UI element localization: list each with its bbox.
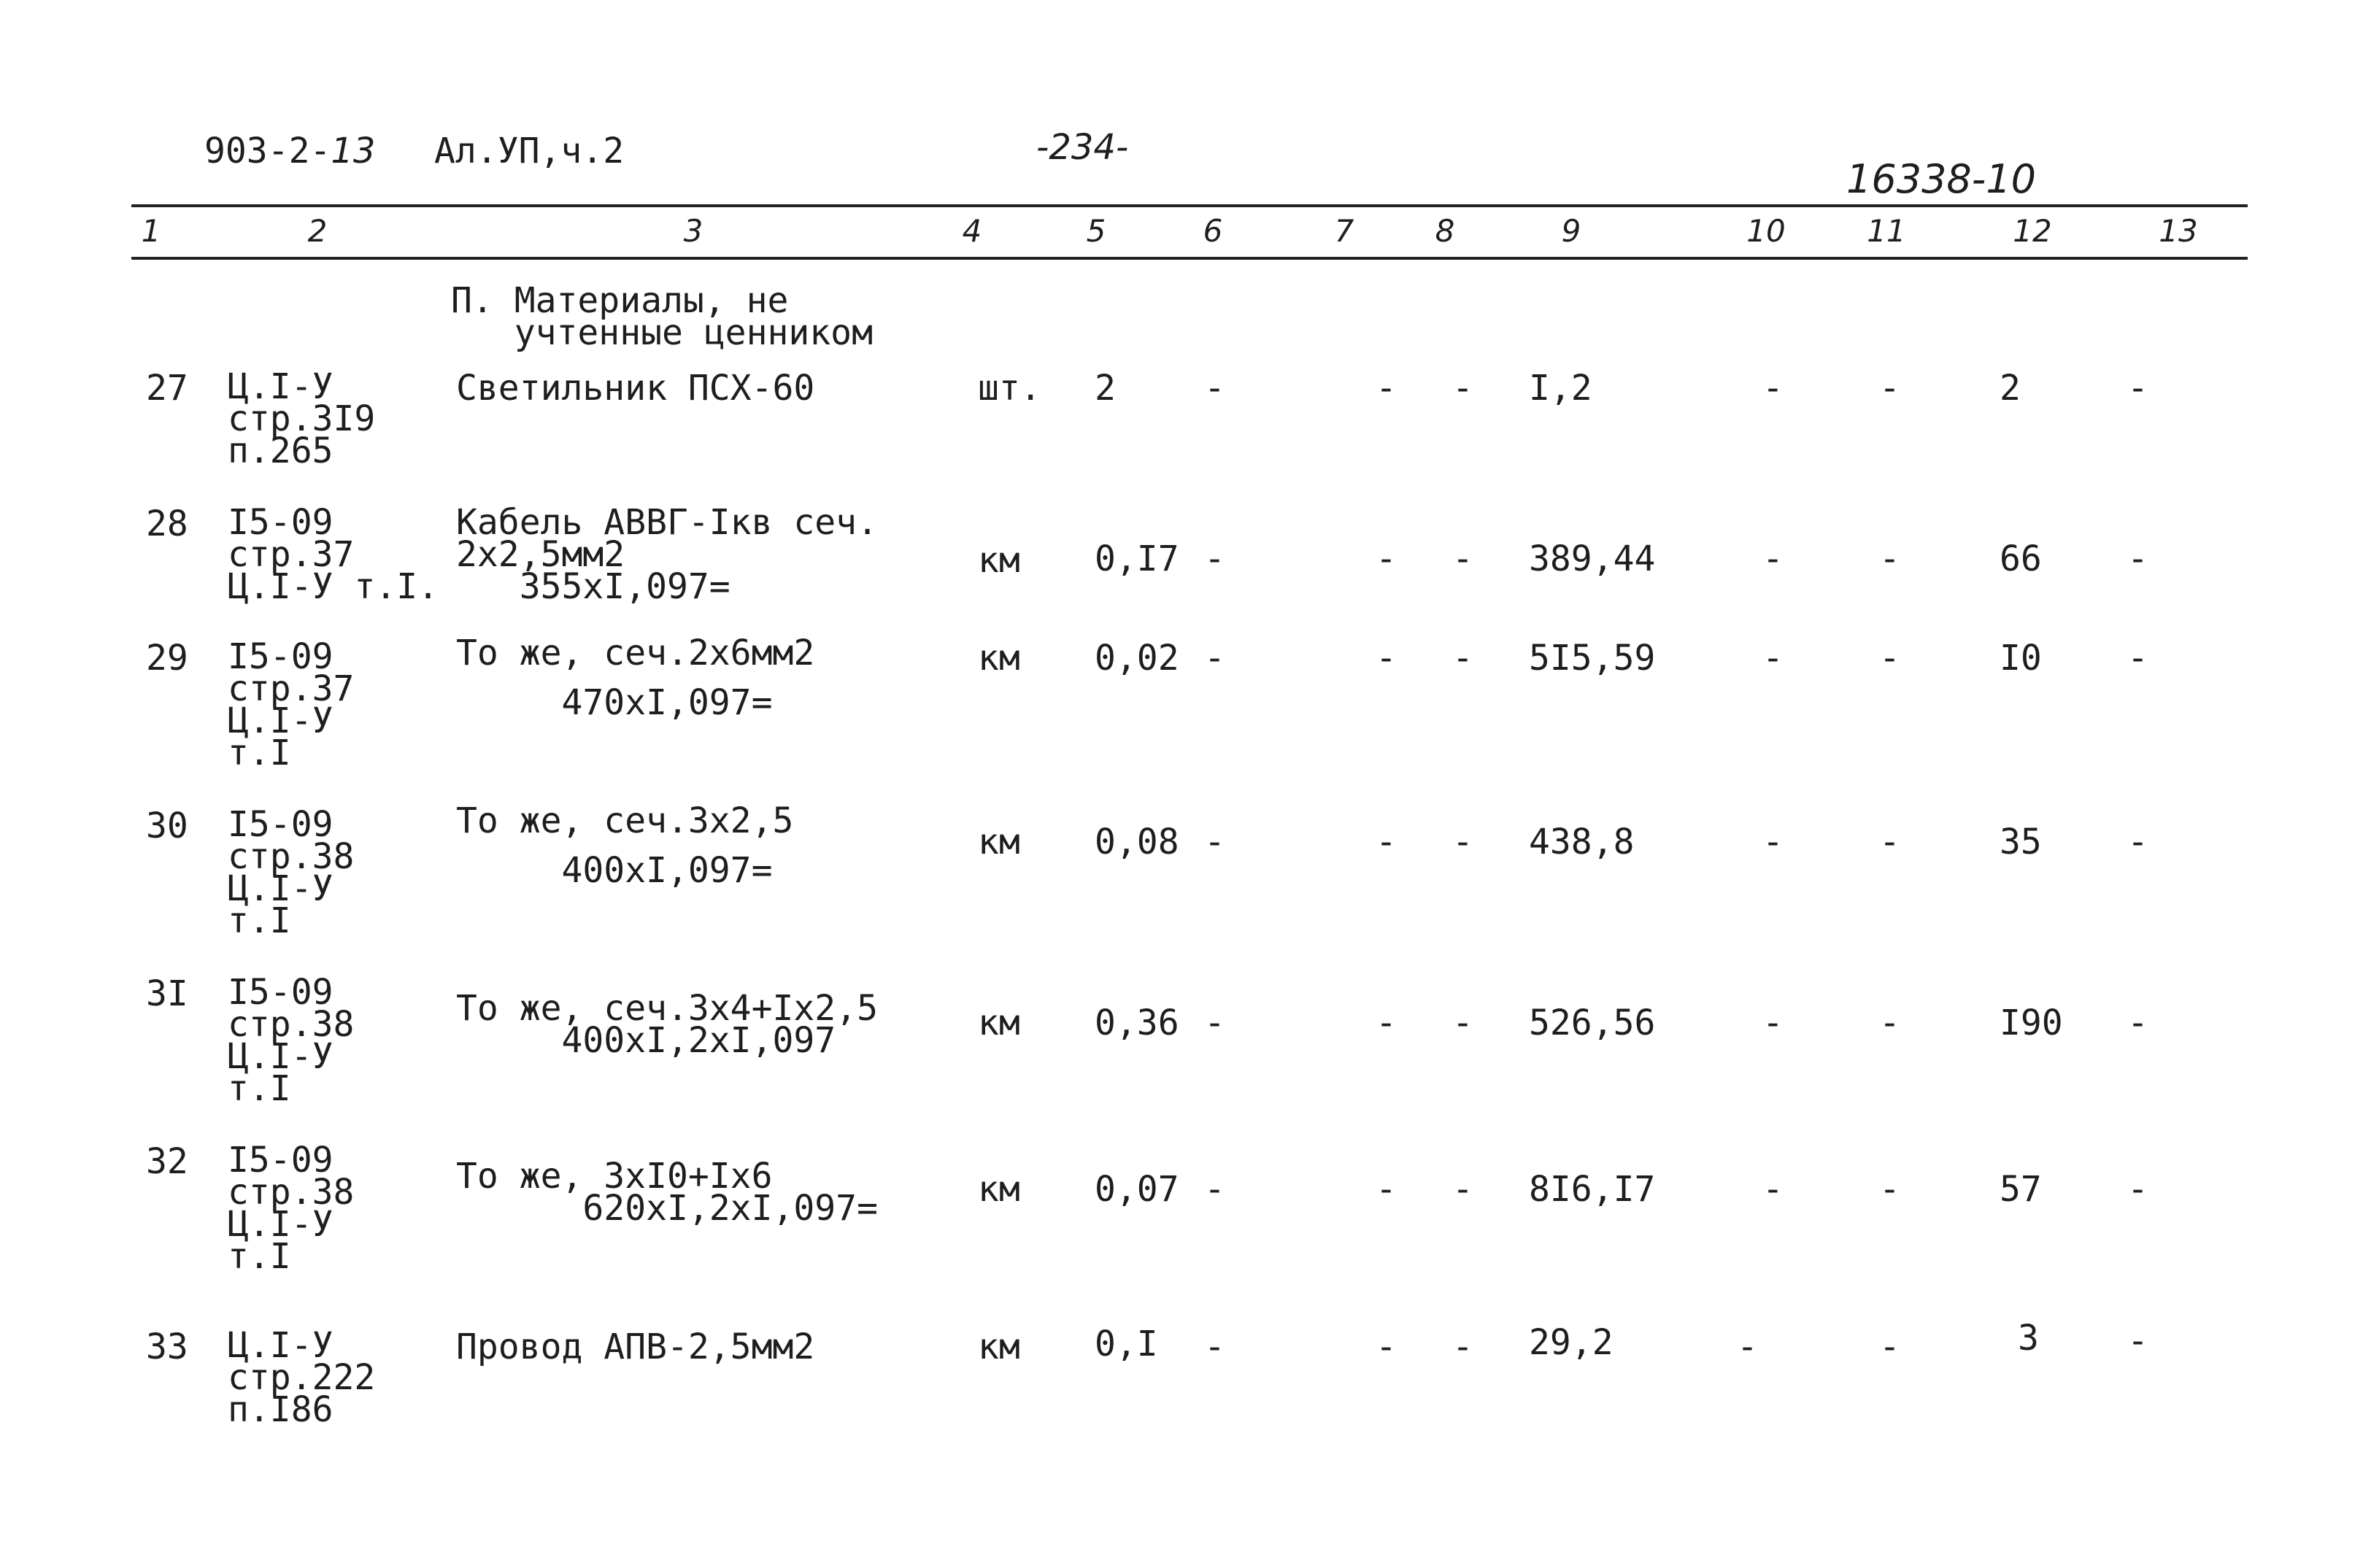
row-unit: шт. — [978, 368, 1041, 409]
row-total: I0 — [2000, 638, 2042, 679]
row-reference: I5-09 стр.37 Ц.I-У т.I — [228, 636, 355, 773]
row-quantity: 0,36 — [1095, 1003, 1179, 1043]
row-total: 3 — [2018, 1318, 2039, 1359]
row-col10: - — [1762, 638, 1784, 679]
row-name: Светильник ПСХ-60 — [456, 368, 815, 409]
row-name: То же, сеч.3х2,5 400хI,097= — [456, 800, 794, 891]
row-col7: - — [1376, 1003, 1397, 1043]
row-quantity: 2 — [1095, 368, 1116, 409]
row-name: То же, сеч.2х6мм2 470хI,097= — [456, 633, 815, 723]
row-number: 27 — [146, 368, 188, 409]
row-col11: - — [1879, 1326, 1900, 1367]
row-unit: км — [978, 638, 1020, 679]
row-price: I,2 — [1529, 368, 1592, 409]
row-col6: - — [1204, 1003, 1225, 1043]
row-col8: - — [1452, 538, 1473, 579]
row-total: 35 — [2000, 822, 2042, 862]
row-reference: Ц.I-У стр.3I9 п.265 — [228, 366, 376, 471]
row-col10: - — [1762, 1169, 1784, 1210]
column-number: 11 — [1867, 213, 1906, 249]
sheet-code: 16338-10 — [1846, 156, 2036, 202]
row-col13: - — [2127, 1169, 2148, 1210]
row-total: 66 — [2000, 538, 2042, 579]
row-price: 438,8 — [1529, 822, 1635, 862]
row-unit: км — [978, 822, 1020, 862]
row-col6: - — [1204, 822, 1225, 862]
row-col7: - — [1376, 368, 1397, 409]
row-number: 32 — [146, 1141, 188, 1182]
row-reference: I5-09 стр.38 Ц.I-У т.I — [228, 804, 355, 941]
row-col8: - — [1452, 1326, 1473, 1367]
row-unit: км — [978, 1169, 1020, 1210]
row-col13: - — [2127, 822, 2148, 862]
column-number: 2 — [307, 213, 328, 249]
row-reference: I5-09 стр.38 Ц.I-У т.I — [228, 972, 355, 1109]
row-col11: - — [1879, 822, 1900, 862]
row-col11: - — [1879, 1169, 1900, 1210]
row-col11: - — [1879, 368, 1900, 409]
column-number: 9 — [1561, 213, 1581, 249]
column-number: 5 — [1086, 213, 1106, 249]
column-number: 10 — [1746, 213, 1786, 249]
header-top-rule — [131, 204, 2248, 207]
row-number: 30 — [146, 806, 188, 846]
column-number: 12 — [2013, 213, 2052, 249]
row-col13: - — [2127, 638, 2148, 679]
doc-code-prefix: 903-2- — [204, 131, 331, 171]
row-total: I90 — [2000, 1003, 2063, 1043]
row-total: 2 — [2000, 368, 2021, 409]
row-number: 29 — [146, 638, 188, 679]
row-total: 57 — [2000, 1169, 2042, 1210]
row-col8: - — [1452, 822, 1473, 862]
row-price: 389,44 — [1529, 538, 1656, 579]
row-number: 28 — [146, 503, 188, 544]
column-number: 1 — [141, 213, 161, 249]
row-col10: - — [1762, 822, 1784, 862]
row-col13: - — [2127, 1321, 2148, 1362]
row-quantity: 0,02 — [1095, 638, 1179, 679]
row-col11: - — [1879, 1003, 1900, 1043]
row-number: 33 — [146, 1326, 188, 1367]
row-col7: - — [1376, 1326, 1397, 1367]
row-name: Провод АПВ-2,5мм2 — [456, 1326, 815, 1367]
row-col6: - — [1204, 538, 1225, 579]
doc-code-suffix: 13 — [331, 131, 376, 171]
row-unit: км — [978, 540, 1020, 581]
row-col8: - — [1452, 638, 1473, 679]
row-col7: - — [1376, 538, 1397, 579]
row-reference: Ц.I-У стр.222 п.I86 — [228, 1325, 376, 1430]
row-quantity: 0,07 — [1095, 1169, 1179, 1210]
row-col8: - — [1452, 368, 1473, 409]
row-price: 8I6,I7 — [1529, 1169, 1656, 1210]
row-col7: - — [1376, 1169, 1397, 1210]
album-label: Ал.УП,ч.2 — [434, 131, 625, 171]
row-col8: - — [1452, 1003, 1473, 1043]
row-col11: - — [1879, 638, 1900, 679]
page-number: -234- — [1036, 127, 1129, 168]
row-col8: - — [1452, 1169, 1473, 1210]
row-price: 526,56 — [1529, 1003, 1656, 1043]
column-number: 8 — [1435, 213, 1455, 249]
row-col13: - — [2127, 538, 2148, 579]
row-col11: - — [1879, 538, 1900, 579]
row-col10: - — [1737, 1326, 1758, 1367]
row-quantity: 0,I — [1095, 1324, 1158, 1364]
column-number: 6 — [1203, 213, 1223, 249]
doc-code — [204, 131, 376, 171]
header-bottom-rule — [131, 257, 2248, 260]
section-title: П. Материалы, не учтенные ценником — [451, 280, 873, 353]
column-number: 4 — [962, 213, 982, 249]
row-reference: I5-09 стр.38 Ц.I-У т.I — [228, 1140, 355, 1277]
row-col13: - — [2127, 368, 2148, 409]
row-col7: - — [1376, 822, 1397, 862]
row-reference: I5-09 стр.37 Ц.I-У т.I. — [228, 502, 439, 607]
row-quantity: 0,08 — [1095, 822, 1179, 862]
row-unit: км — [978, 1003, 1020, 1043]
row-quantity: 0,I7 — [1095, 538, 1179, 579]
column-number: 3 — [683, 213, 703, 249]
row-col10: - — [1762, 1003, 1784, 1043]
row-price: 29,2 — [1529, 1322, 1614, 1363]
column-number: 7 — [1334, 213, 1354, 249]
row-unit: км — [978, 1326, 1020, 1367]
row-col6: - — [1204, 638, 1225, 679]
row-name: Кабель АВВГ-Iкв сеч. 2х2,5мм2 355хI,097= — [456, 502, 878, 607]
row-col6: - — [1204, 1169, 1225, 1210]
row-col6: - — [1204, 1326, 1225, 1367]
row-col6: - — [1204, 368, 1225, 409]
row-price: 5I5,59 — [1529, 638, 1656, 679]
row-col13: - — [2127, 1003, 2148, 1043]
row-name: То же, 3хI0+Iх6 620хI,2хI,097= — [456, 1156, 878, 1229]
row-col10: - — [1762, 538, 1784, 579]
row-col7: - — [1376, 638, 1397, 679]
row-number: 3I — [146, 973, 188, 1014]
row-col10: - — [1762, 368, 1784, 409]
row-name: То же, сеч.3х4+Iх2,5 400хI,2хI,097 — [456, 988, 878, 1061]
column-number: 13 — [2159, 213, 2198, 249]
